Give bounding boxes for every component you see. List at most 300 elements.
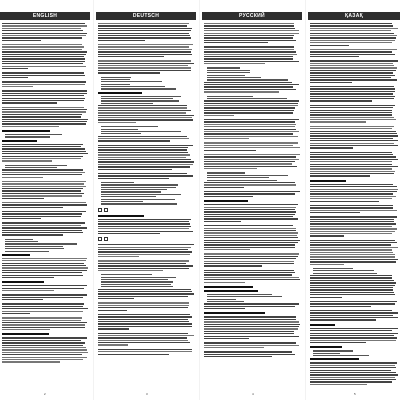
text-line [98, 254, 190, 255]
text-line [2, 359, 83, 360]
text-line [98, 72, 160, 73]
text-line [2, 222, 85, 223]
text-line [2, 158, 81, 159]
section-heading [2, 140, 37, 142]
list-line [101, 189, 167, 190]
list-line [5, 165, 67, 166]
section-heading [204, 312, 265, 314]
text-line [98, 119, 193, 120]
text-line [98, 30, 191, 31]
text-line [98, 65, 188, 66]
text-line [98, 56, 164, 57]
paragraph [98, 23, 194, 41]
text-line [2, 198, 44, 199]
text-line [2, 216, 81, 217]
text-line [204, 218, 298, 219]
paragraph [204, 316, 300, 339]
list-line [101, 86, 165, 87]
text-line [204, 277, 299, 278]
text-line [2, 121, 87, 122]
text-line [2, 66, 86, 67]
text-line [204, 121, 295, 122]
text-line [98, 145, 193, 146]
text-line [2, 329, 50, 330]
text-line [310, 67, 397, 68]
symbol-box [104, 208, 108, 212]
text-line [204, 306, 295, 307]
text-line [204, 336, 299, 337]
page-number: 2 [44, 392, 46, 396]
text-line [310, 72, 393, 73]
list-line [101, 196, 156, 197]
text-line [2, 361, 60, 362]
section-heading [204, 286, 253, 288]
paragraph [204, 23, 300, 43]
list-line [101, 191, 161, 192]
text-line [310, 256, 395, 257]
text-line [98, 40, 145, 41]
text-line [204, 136, 298, 137]
text-line [310, 156, 396, 157]
text-line [310, 145, 398, 146]
text-line [310, 33, 394, 34]
paragraph [204, 182, 300, 188]
list-line [313, 273, 377, 274]
text-line [2, 49, 82, 50]
text-line [310, 114, 392, 115]
section-heading [310, 180, 346, 182]
list-line [5, 167, 57, 168]
text-line [2, 299, 43, 300]
text-line [204, 105, 298, 106]
text-line [310, 54, 395, 55]
column-text [96, 20, 196, 355]
text-line [2, 327, 85, 328]
text-line [310, 210, 397, 211]
text-line [98, 321, 189, 322]
text-line [98, 149, 187, 150]
paragraph [98, 219, 194, 235]
text-line [98, 161, 194, 162]
text-line [310, 51, 392, 52]
text-line [98, 173, 187, 174]
text-line [204, 232, 298, 233]
text-line [2, 285, 87, 286]
text-line [204, 308, 245, 309]
text-line [204, 51, 296, 52]
text-line [310, 235, 344, 236]
text-line [2, 25, 87, 26]
text-line [310, 244, 391, 245]
text-line [98, 152, 188, 153]
text-line [310, 42, 392, 43]
text-line [310, 30, 391, 31]
list-line [313, 268, 353, 269]
text-line [310, 223, 396, 224]
text-line [204, 247, 295, 248]
text-line [310, 317, 398, 318]
list-line [101, 203, 177, 204]
paragraph [310, 86, 398, 102]
text-line [2, 95, 84, 96]
text-line [2, 123, 86, 124]
text-line [204, 230, 296, 231]
text-line [2, 40, 41, 41]
text-line [204, 163, 292, 164]
text-line [98, 226, 191, 227]
paragraph [98, 60, 194, 73]
text-line [2, 232, 83, 233]
paragraph [2, 337, 88, 362]
text-line [204, 263, 294, 264]
text-line [204, 249, 250, 250]
list-line [101, 79, 130, 80]
text-line [2, 90, 87, 91]
text-line [98, 344, 128, 345]
paragraph [310, 126, 398, 149]
text-line [204, 261, 294, 262]
text-line [204, 56, 293, 57]
text-line [2, 33, 87, 34]
text-line [204, 237, 298, 238]
list-line [101, 184, 178, 185]
text-line [204, 25, 294, 26]
text-line [2, 352, 88, 353]
text-line [2, 98, 85, 99]
text-line [98, 265, 193, 266]
text-line [98, 310, 127, 311]
list-line [101, 133, 141, 134]
text-line [310, 28, 398, 29]
text-line [2, 267, 88, 268]
text-line [310, 306, 371, 307]
text-line [2, 183, 84, 184]
text-line [2, 345, 83, 346]
text-line [204, 168, 257, 169]
paragraph [2, 81, 88, 87]
column-gutter [305, 0, 306, 400]
text-line [310, 119, 396, 120]
text-line [2, 288, 84, 289]
text-line [204, 258, 296, 259]
text-line [310, 98, 394, 99]
text-line [204, 28, 295, 29]
text-line [204, 110, 294, 111]
column-deutsch [96, 12, 196, 400]
paragraph [204, 142, 300, 150]
text-line [310, 191, 397, 192]
text-line [98, 70, 191, 71]
text-line [2, 265, 86, 266]
list-line [313, 353, 340, 354]
text-line [98, 247, 191, 248]
text-line [204, 124, 296, 125]
text-line [204, 356, 272, 357]
text-line [98, 35, 190, 36]
column-text [308, 20, 400, 385]
text-line [204, 265, 262, 266]
text-line [2, 188, 83, 189]
text-line [204, 145, 293, 146]
text-line [204, 161, 295, 162]
paragraph [2, 90, 88, 103]
list-line [101, 100, 179, 101]
text-line [2, 234, 63, 235]
text-line [204, 187, 244, 188]
text-line [204, 84, 299, 85]
column-text [202, 20, 302, 357]
text-line [310, 161, 392, 162]
paragraph [204, 270, 300, 283]
text-line [2, 227, 87, 228]
text-line [98, 244, 194, 245]
text-line [204, 235, 297, 236]
text-line [98, 221, 189, 222]
text-line [204, 279, 300, 280]
text-line [310, 310, 392, 311]
list-line [5, 241, 38, 242]
text-line [2, 294, 87, 295]
text-line [2, 23, 85, 24]
text-line [98, 340, 188, 341]
list-line [101, 77, 131, 78]
list-line [207, 294, 272, 295]
list-line [101, 281, 173, 282]
text-line [2, 37, 82, 38]
text-line [98, 117, 192, 118]
text-line [310, 168, 392, 169]
text-line [204, 35, 294, 36]
text-line [204, 204, 298, 205]
text-line [204, 207, 296, 208]
text-line [2, 317, 82, 318]
text-line [204, 321, 299, 322]
list-line [101, 98, 173, 99]
text-line [2, 297, 83, 298]
page-number: 4 [252, 392, 254, 396]
text-line [310, 135, 398, 136]
text-line [310, 333, 398, 334]
text-line [204, 331, 294, 332]
text-line [204, 333, 294, 334]
paragraph [310, 152, 398, 177]
text-line [310, 70, 396, 71]
text-line [204, 61, 299, 62]
text-line [310, 228, 397, 229]
text-line [98, 249, 188, 250]
text-line [310, 362, 397, 363]
text-line [204, 147, 300, 148]
list-line [101, 201, 143, 202]
text-line [204, 58, 293, 59]
column-text [0, 20, 90, 363]
list-line [207, 172, 245, 173]
text-line [204, 303, 299, 304]
page-number: 5 [354, 392, 356, 396]
text-line [2, 77, 28, 78]
text-line [204, 166, 297, 167]
list-line [101, 284, 171, 285]
text-line [2, 225, 81, 226]
text-line [310, 35, 397, 36]
paragraph [310, 362, 398, 385]
section-heading [2, 333, 49, 335]
text-line [2, 146, 81, 147]
text-line [310, 303, 395, 304]
text-line [98, 51, 191, 52]
text-line [2, 119, 88, 120]
paragraph [310, 240, 398, 265]
text-line [98, 316, 192, 317]
text-line [98, 335, 194, 336]
paragraph [2, 23, 88, 41]
text-line [310, 282, 396, 283]
list-line [5, 239, 33, 240]
paragraph [204, 204, 300, 222]
text-line [310, 287, 393, 288]
text-line [204, 156, 296, 157]
text-line [2, 207, 63, 208]
text-line [2, 320, 81, 321]
text-line [204, 100, 299, 101]
text-line [2, 68, 28, 69]
text-line [2, 151, 86, 152]
list-line [207, 67, 240, 68]
list-line [101, 129, 138, 130]
text-line [310, 112, 392, 113]
text-line [98, 328, 129, 329]
text-line [2, 156, 83, 157]
section-heading [204, 200, 248, 202]
column-header: ҚАЗАҚ [308, 12, 400, 20]
text-line [310, 374, 398, 375]
text-line [310, 186, 397, 187]
symbol-row [98, 237, 194, 241]
text-line [2, 153, 88, 154]
text-line [310, 261, 396, 262]
text-line [2, 340, 81, 341]
list-line [101, 131, 181, 132]
column-header: ENGLISH [0, 12, 90, 20]
paragraph [2, 202, 88, 208]
text-line [310, 301, 397, 302]
text-line [310, 93, 393, 94]
text-line [310, 143, 394, 144]
text-line [204, 82, 292, 83]
text-line [204, 184, 296, 185]
list-line [207, 175, 288, 176]
text-line [310, 337, 397, 338]
text-line [2, 58, 85, 59]
page-number: 3 [146, 392, 148, 396]
text-line [310, 189, 398, 190]
text-line [2, 313, 30, 314]
text-line [2, 324, 85, 325]
text-line [310, 381, 392, 382]
list-line [101, 194, 181, 195]
text-line [204, 142, 298, 143]
text-line [98, 63, 194, 64]
paragraph [98, 289, 194, 300]
paragraph [310, 301, 398, 307]
text-line [2, 61, 85, 62]
text-line [310, 75, 395, 76]
symbol-row [98, 208, 194, 212]
text-line [204, 221, 241, 222]
list-line [101, 277, 176, 278]
list-line [101, 88, 176, 89]
text-line [310, 193, 393, 194]
text-line [2, 193, 84, 194]
text-line [2, 63, 83, 64]
text-line [98, 319, 188, 320]
paragraph [2, 258, 88, 278]
paragraph [98, 145, 194, 170]
section-heading [310, 358, 359, 360]
text-line [98, 260, 189, 261]
paragraph [2, 294, 88, 300]
text-line [204, 270, 294, 271]
text-line [204, 228, 296, 229]
text-line [98, 296, 188, 297]
text-line [2, 86, 33, 87]
text-line [310, 140, 398, 141]
text-line [2, 204, 87, 205]
paragraph [310, 216, 398, 236]
paragraph [204, 351, 300, 357]
text-line [2, 144, 83, 145]
text-line [310, 65, 394, 66]
text-line [310, 292, 394, 293]
list-line [313, 355, 369, 356]
text-line [98, 289, 191, 290]
text-line [98, 175, 193, 176]
text-line [2, 35, 86, 36]
text-line [2, 347, 86, 348]
text-line [310, 297, 342, 298]
text-line [204, 49, 294, 50]
text-line [204, 196, 253, 197]
text-line [310, 45, 349, 46]
text-line [98, 166, 190, 167]
list-line [101, 187, 176, 188]
text-line [98, 157, 186, 158]
text-line [310, 342, 366, 343]
list-line [313, 270, 374, 271]
text-line [310, 205, 393, 206]
paragraph [2, 72, 88, 78]
text-line [98, 25, 187, 26]
text-line [98, 67, 191, 68]
text-line [310, 264, 344, 265]
paragraph [310, 275, 398, 298]
list-line [101, 182, 134, 183]
text-line [204, 319, 296, 320]
text-line [310, 372, 396, 373]
text-line [204, 91, 279, 92]
text-line [310, 207, 393, 208]
list-line [207, 177, 269, 178]
text-line [204, 347, 264, 348]
text-line [98, 256, 139, 257]
text-line [204, 211, 296, 212]
text-line [310, 138, 393, 139]
text-line [98, 46, 189, 47]
text-line [310, 147, 353, 148]
text-line [204, 126, 295, 127]
text-line [310, 254, 395, 255]
text-line [2, 148, 85, 149]
